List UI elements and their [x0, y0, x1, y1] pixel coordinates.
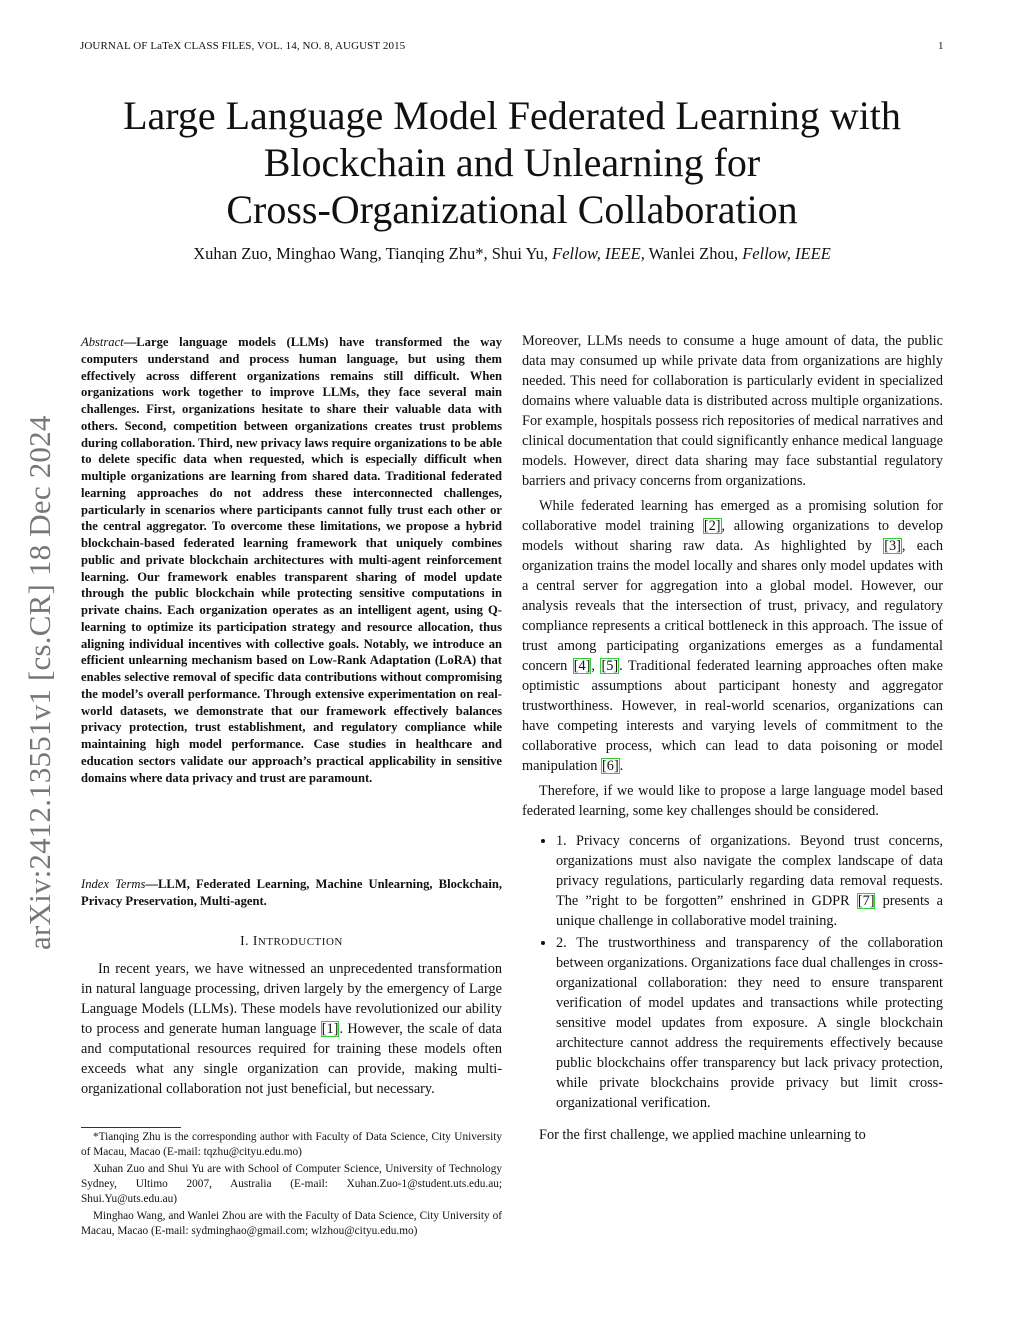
- footnotes: [81, 1130, 502, 1241]
- title-line: Cross-Organizational Collaboration: [226, 187, 798, 232]
- title-line: Blockchain and Unlearning for: [263, 140, 761, 185]
- section-title-initial: I: [252, 933, 258, 948]
- running-header: JOURNAL OF LaTeX CLASS FILES, VOL. 14, NO. 8, AUGUST 2015: [80, 40, 406, 52]
- fellow-title: Fellow, IEEE: [742, 244, 831, 263]
- paragraph: Moreover, LLMs needs to consume a huge amount of data, the public data may consumed up while private data from organizations are highly needed. This need for collaboration is particularly evident in specialized domains where valuable data is distributed across multiple organizations. For example, hospitals possess rich repositories of medical narratives and clinical documentation that could significantly enhance medical language models. However, direct data sharing may face substantial regulatory barriers and privacy concerns from organizations.: [522, 333, 943, 489]
- index-terms-text: —LLM, Federated Learning, Machine Unlearning, Blockchain, Privacy Preservation, Multi-agent.: [81, 877, 503, 908]
- abstract-label: Abstract: [81, 335, 124, 349]
- citation-link[interactable]: [4]: [573, 658, 591, 674]
- footnote: *Tianqing Zhu is the corresponding author with Faculty of Data Science, City University of Macau, Macao (E-mail: tqzhu@cityu.edu.mo): [81, 1131, 502, 1158]
- text-run: .: [619, 758, 624, 774]
- section-title-rest: NTRODUCTION: [257, 936, 343, 948]
- challenge-list: [522, 831, 943, 1113]
- citation-link[interactable]: [6]: [602, 758, 619, 774]
- text-run: . Traditional federated learning approaches often make optimistic assumptions about participant honesty and aggregator trustworthiness. However, in real-world scenarios, organizations can have competing interests and varying levels of commitment to the collaborative process, which can lead to data poisoning or model manipulation: [522, 658, 943, 774]
- footnote-rule: [81, 1127, 181, 1128]
- text-run: presents a unique challenge in collaborative model training.: [556, 893, 943, 929]
- right-column: [522, 331, 943, 1150]
- author-names: Wanlei Zhou,: [648, 244, 739, 263]
- citation-link[interactable]: [1]: [321, 1021, 339, 1037]
- title-line: Large Language Model Federated Learning with: [123, 93, 901, 138]
- list-item: • 2. The trustworthiness and transparency of the collaboration between organizations. Organizations face dual challenges in cross-organizational collaboration: they need to ensure transparent verification of model updates and transactions while protecting sensitive model updates from exposure. A single blockchain architecture cannot address the requirements effectively because public blockchains offer transparency but lack privacy protection, while private blockchains provide privacy but limit cross-organizational verification.: [556, 933, 943, 1113]
- abstract-text: —Large language models (LLMs) have transformed the way computers understand and process human language, but using them effectively across different organizations remains still difficult. When organizations work together to improve LLMs, they face several main challenges. First, organizations hesitate to share their valuable data with others. Second, competition between organizations creates trust problems during collaboration. Third, new privacy laws require organizations to be able to delete specific data when requested, which is especially difficult when multiple organizations are learning from shared data. Traditional federated learning approaches do not address these interconnected challenges, particularly in scenarios where participants cannot fully trust each other or the central aggregator. To overcome these limitations, we propose a hybrid blockchain-based federated learning framework that uniquely combines public and private blockchain architectures with multi-agent reinforcement learning. Our framework enables transparent sharing of model update through the public blockchain while protecting sensitive computations in private chains. Each organization operates as an intelligent agent, using Q-learning to optimize its participation strategy and resource allocation, thus aligning individual incentives with collective goals. Notably, we introduce an efficient unlearning mechanism based on Low-Rank Adaptation (LoRA) that enables selective removal of specific data contributions without compromising the model’s overall performance. Through extensive experimentation on real-world datasets, we demonstrate that our framework effectively balances privacy protection, trust establishment, and regulatory compliance while maintaining high model performance. Case studies in healthcare and education sectors validate our approach’s practical applicability in sensitive domains where data privacy and trust are paramount.: [81, 335, 502, 785]
- section-heading: [81, 933, 502, 949]
- author-names: Xuhan Zuo, Minghao Wang, Tianqing Zhu*, Shui Yu,: [193, 244, 548, 263]
- citation-link[interactable]: [7]: [857, 893, 875, 909]
- index-terms: [81, 876, 502, 910]
- text-run: , each organization trains the model locally and shares only model updates with a central server for aggregation into a global model. However, our analysis reveals that the intersection of trust, privacy, and regulatory compliance represents a critical bottleneck in this approach. The issue of trust among participating organizations emerges as a fundamental concern: [522, 538, 943, 674]
- footnote: Xuhan Zuo and Shui Yu are with School of Computer Science, University of Technology Sydney, Ultimo 2007, Australia (E-mail: Xuhan.Zuo-1@student.uts.edu.au; Shui.Yu@uts.edu.au): [81, 1163, 502, 1205]
- intro-paragraph: [81, 959, 502, 1099]
- footnote: Minghao Wang, and Wanlei Zhou are with the Faculty of Data Science, City University of Macau, Macao (E-mail: sydminghao@gmail.com; wlzhou@cityu.edu.mo): [81, 1210, 502, 1237]
- author-list: [60, 244, 964, 264]
- section-number: I.: [240, 933, 250, 948]
- page-number: 1: [938, 40, 944, 52]
- text-run: ,: [591, 658, 601, 674]
- text-run: In recent years, we have witnessed an unprecedented transformation in natural language processing, driven largely by the emergency of Large Language Models (LLMs). These models have revolutionized our ability to process and generate human language: [81, 961, 502, 1037]
- abstract: [81, 334, 502, 786]
- text-run: , allowing organizations to develop models without sharing raw data. As highlighted by: [522, 518, 944, 554]
- text-run: . However, the scale of data and computational resources required for training these models often exceeds what any single organization can provide, making multi-organizational collaboration not just beneficial, but necessary.: [81, 1021, 502, 1097]
- arxiv-stamp: arXiv:2412.13551v1 [cs.CR] 18 Dec 2024: [22, 415, 57, 950]
- paragraph: [522, 496, 943, 776]
- text-run: 1. Privacy concerns of organizations. Beyond trust concerns, organizations must also navigate the complex landscape of data privacy regulations, particularly regarding data removal requests. The ”right to be forgotten” enshrined in GDPR: [556, 833, 943, 909]
- fellow-title: Fellow, IEEE,: [552, 244, 645, 263]
- paper-title: [60, 92, 964, 233]
- citation-link[interactable]: [2]: [703, 518, 721, 534]
- text-run: While federated learning has emerged as a promising solution for collaborative model training: [522, 498, 943, 534]
- citation-link[interactable]: [3]: [884, 538, 901, 554]
- citation-link[interactable]: [5]: [601, 658, 619, 674]
- index-terms-label: Index Terms: [81, 877, 146, 891]
- paragraph: For the first challenge, we applied machine unlearning to: [539, 1127, 866, 1143]
- paragraph: Therefore, if we would like to propose a large language model based federated learning, some key challenges should be considered.: [522, 783, 943, 819]
- list-item: [556, 831, 943, 931]
